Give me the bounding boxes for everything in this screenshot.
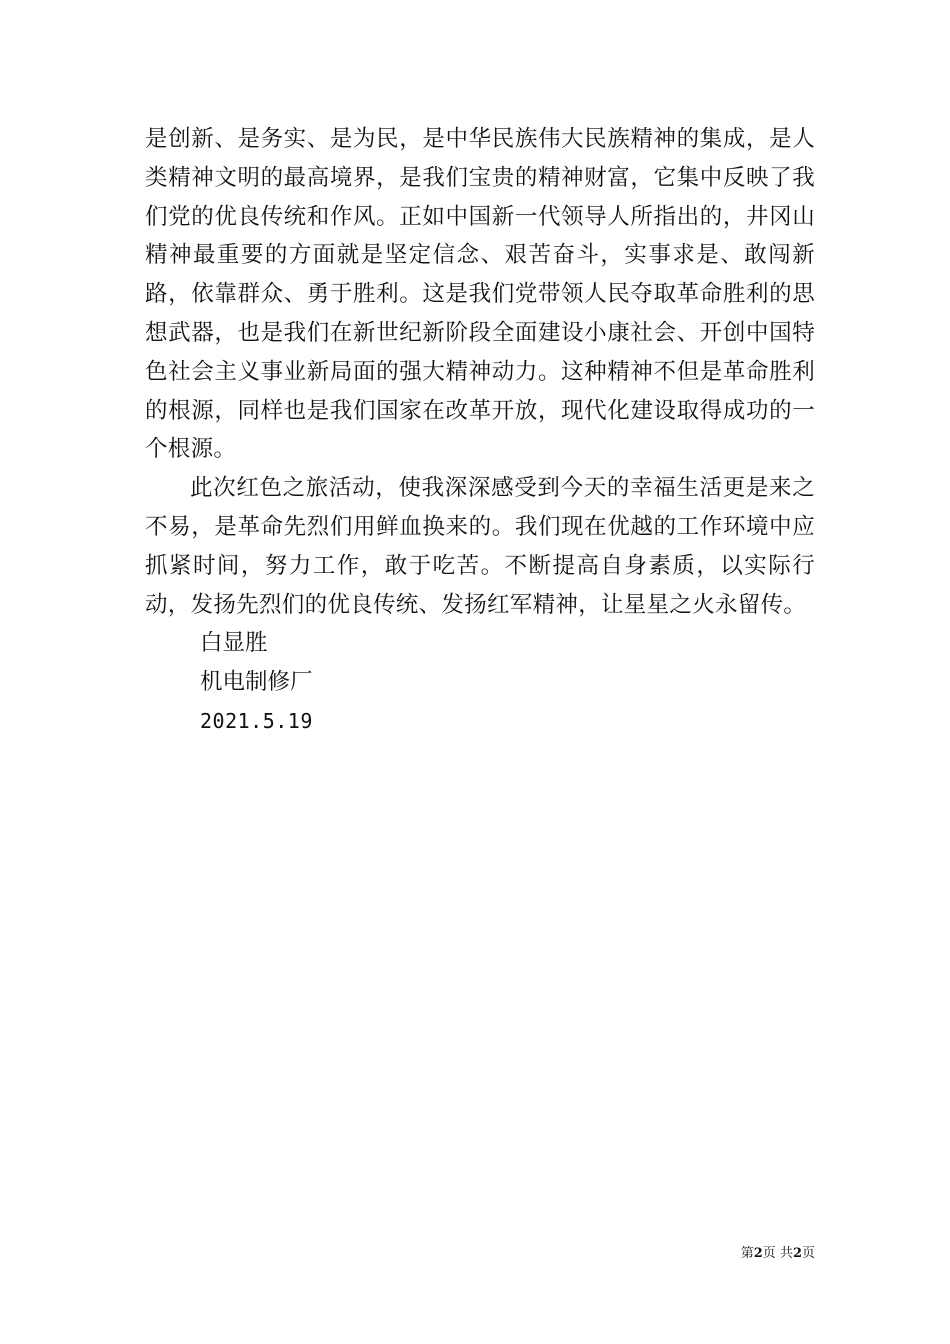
signature-name: 白显胜 (200, 630, 268, 657)
page-footer (700, 1245, 815, 1263)
signature-unit: 机电制修厂 (200, 669, 313, 696)
document-body (145, 120, 815, 741)
footer-total-pages: 2 (792, 1246, 802, 1261)
footer-suffix: 页 (801, 1246, 815, 1261)
footer-middle: 页 共 (762, 1246, 793, 1261)
footer-current-page: 2 (753, 1246, 763, 1261)
body-paragraph: 此次红色之旅活动，使我深深感受到今天的幸福生活更是来之不易，是革命先烈们用鲜血换来的。我们现在优越的工作环境中应抓紧时间，努力工作，敢于吃苦。不断提高自身素质，以实际行动，发扬先烈们的优良传统、发扬红军精神，让星星之火永留传。 (145, 475, 815, 618)
signature-date: 2021.5.19 (200, 708, 313, 733)
footer-prefix: 第 (740, 1246, 754, 1261)
body-paragraph: 是创新、是务实、是为民，是中华民族伟大民族精神的集成，是人类精神文明的最高境界，是我们宝贵的精神财富，它集中反映了我们党的优良传统和作风。正如中国新一代领导人所指出的，井冈山精神最重要的方面就是坚定信念、艰苦奋斗，实事求是、敢闯新路，依靠群众、勇于胜利。这是我们党带领人民夺取革命胜利的思想武器，也是我们在新世纪新阶段全面建设小康社会、开创中国特色社会主义事业新局面的强大精神动力。这种精神不但是革命胜利的根源，同样也是我们国家在改革开放，现代化建设取得成功的一个根源。 (145, 126, 815, 463)
